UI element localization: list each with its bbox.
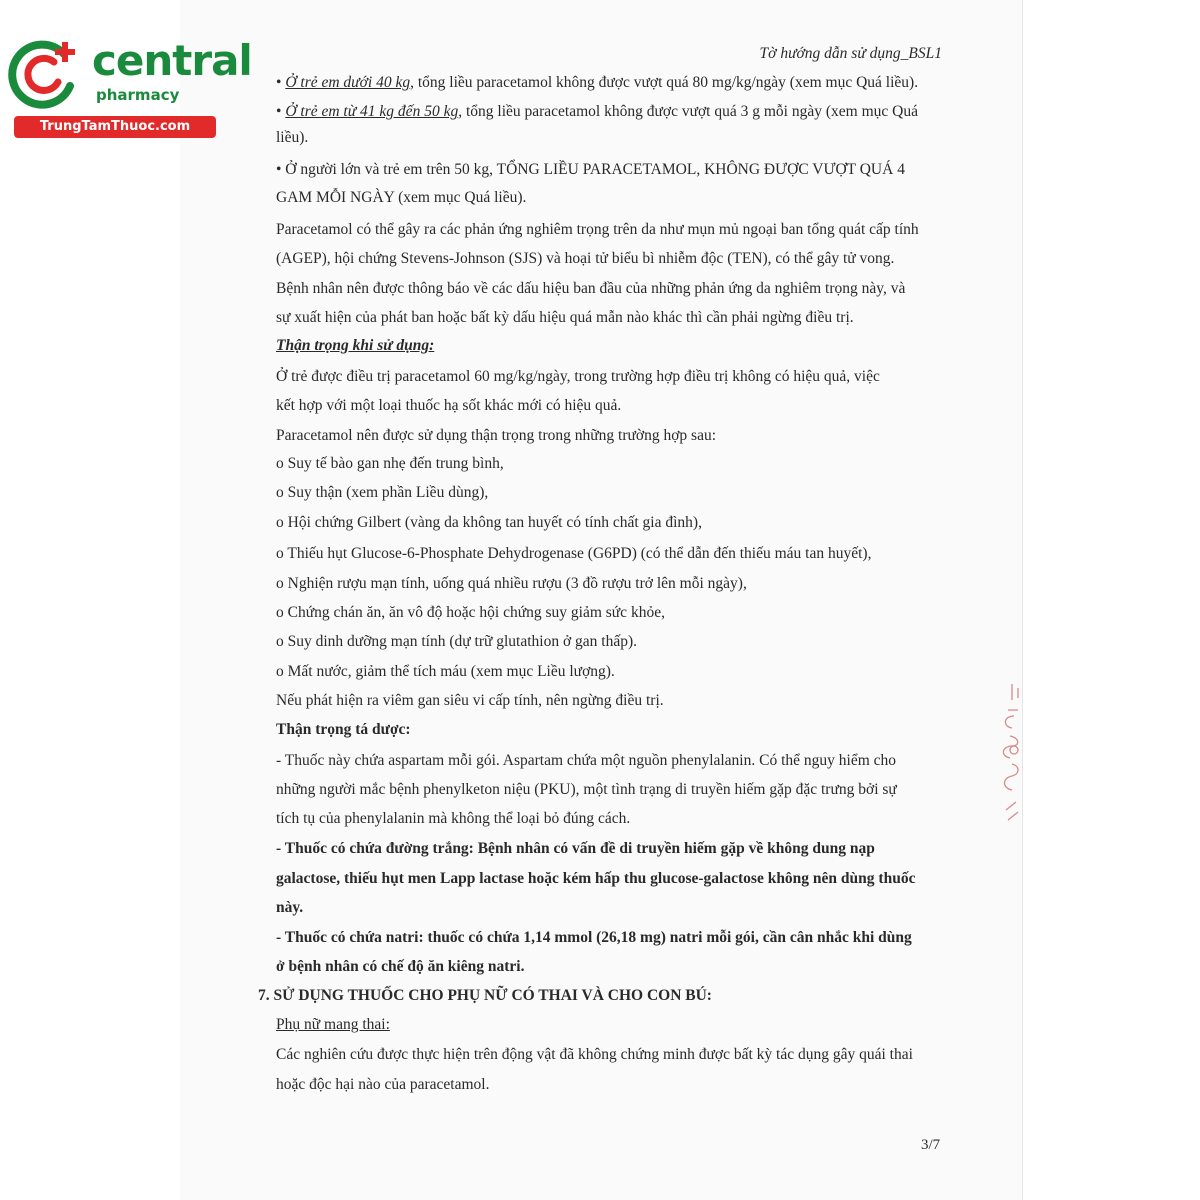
text-run: Ở trẻ được điều trị paracetamol 60 mg/kg/ngày, trong trường hợp điều trị không có hiệu quả, việc xyxy=(276,368,880,385)
text-run: Thận trọng tá dược: xyxy=(276,721,411,738)
text-line xyxy=(276,281,905,297)
text-run: liều). xyxy=(276,129,309,146)
text-line xyxy=(276,1017,390,1033)
text-run: • xyxy=(276,74,286,91)
text-line xyxy=(276,456,504,472)
text-run: những người mắc bệnh phenylketon niệu (PKU), một tình trạng di truyền hiếm gặp đặc trưng bởi sự xyxy=(276,781,897,798)
text-run: (AGEP), hội chứng Stevens-Johnson (SJS) và hoại tử biểu bì nhiễm độc (TEN), có thể gây tử vong. xyxy=(276,250,895,267)
text-run: • xyxy=(276,103,286,120)
text-run: sự xuất hiện của phát ban hoặc bất kỳ dấu hiệu quá mẫn nào khác thì cần phải ngừng điều trị. xyxy=(276,309,854,326)
text-run: o Suy dinh dưỡng mạn tính (dự trữ glutathion ở gan thấp). xyxy=(276,633,638,650)
text-line xyxy=(276,398,621,414)
text-run: Các nghiên cứu được thực hiện trên động vật đã không chứng minh được bất kỳ tác dụng gây quái thai xyxy=(276,1046,913,1063)
text-line xyxy=(276,222,919,238)
text-line xyxy=(276,546,871,562)
text-run: o Nghiện rượu mạn tính, uống quá nhiều rượu (3 đồ rượu trở lên mỗi ngày), xyxy=(276,575,747,592)
text-line xyxy=(276,515,702,531)
text-line xyxy=(276,900,303,916)
text-run: Ở trẻ em từ 41 kg đến 50 kg xyxy=(285,103,459,120)
text-line xyxy=(276,753,896,769)
text-run: - Thuốc có chứa đường trắng: Bệnh nhân có vấn đề di truyền hiếm gặp về không dung nạp xyxy=(276,840,875,857)
text-line xyxy=(276,930,912,946)
page-number: 3/7 xyxy=(921,1137,941,1153)
text-run: Nếu phát hiện ra viêm gan siêu vi cấp tính, nên ngừng điều trị. xyxy=(276,692,664,709)
text-line xyxy=(276,871,915,887)
text-run: hoặc độc hại nào của paracetamol. xyxy=(276,1076,490,1093)
text-run: o Suy tế bào gan nhẹ đến trung bình, xyxy=(276,455,504,472)
text-line xyxy=(276,811,630,827)
text-line xyxy=(276,841,875,857)
text-line xyxy=(276,190,526,206)
text-line xyxy=(276,693,664,709)
text-line xyxy=(276,782,897,798)
text-run: • Ở người lớn và trẻ em trên 50 kg, TỔNG LIỀU PARACETAMOL, KHÔNG ĐƯỢC VƯỢT QUÁ 4 xyxy=(276,161,905,178)
section-heading xyxy=(258,988,712,1004)
text-run: - Thuốc này chứa aspartam mỗi gói. Aspartam chứa một nguồn phenylalanin. Có thể nguy hiểm cho xyxy=(276,752,897,769)
text-line xyxy=(276,634,637,650)
text-run: ở bệnh nhân có chế độ ăn kiêng natri. xyxy=(276,958,525,975)
logo-name: central xyxy=(92,36,252,85)
text-line xyxy=(276,75,918,91)
text-run: galactose, thiếu hụt men Lapp lactase hoặc kém hấp thu glucose-galactose không nên dùng thuốc xyxy=(276,870,916,887)
text-run: o Mất nước, giảm thể tích máu (xem mục Liều lượng). xyxy=(276,663,615,680)
text-run: 7. SỬ DỤNG THUỐC CHO PHỤ NỮ CÓ THAI VÀ CHO CON BÚ: xyxy=(258,987,712,1004)
text-line xyxy=(276,104,918,120)
logo-url-banner: TrungTamThuoc.com xyxy=(14,116,216,138)
text-line xyxy=(276,338,434,354)
text-run: - Thuốc có chứa natri: thuốc có chứa 1,14 mmol (26,18 mg) natri mỗi gói, cần cân nhắc khi dùng xyxy=(276,929,912,946)
text-run: o Hội chứng Gilbert (vàng da không tan huyết có tính chất gia đình), xyxy=(276,514,702,531)
text-run: , tổng liều paracetamol không được vượt quá 80 mg/kg/ngày (xem mục Quá liều). xyxy=(410,74,919,91)
text-line xyxy=(276,576,747,592)
text-run: o Suy thận (xem phần Liều dùng), xyxy=(276,484,489,501)
text-line xyxy=(276,722,411,738)
text-line xyxy=(276,162,905,178)
text-line xyxy=(276,605,665,621)
text-run: Ở trẻ em dưới 40 kg xyxy=(285,74,411,91)
text-run: Paracetamol nên được sử dụng thận trọng trong những trường hợp sau: xyxy=(276,427,717,444)
logo-subtitle: pharmacy xyxy=(96,86,180,104)
text-line xyxy=(276,1047,913,1063)
text-line xyxy=(276,251,894,267)
text-run: này. xyxy=(276,899,304,916)
text-line xyxy=(276,428,716,444)
text-line xyxy=(276,664,615,680)
handwritten-mark-icon xyxy=(988,670,1038,830)
central-pharmacy-logo xyxy=(8,36,252,136)
text-run: Paracetamol có thể gây ra các phản ứng nghiêm trọng trên da như mụn mủ ngoại ban tổng quát cấp tính xyxy=(276,221,919,238)
text-line xyxy=(276,1077,489,1093)
text-run: o Chứng chán ăn, ăn vô độ hoặc hội chứng suy giảm sức khỏe, xyxy=(276,604,665,621)
text-run: GAM MỖI NGÀY (xem mục Quá liều). xyxy=(276,189,527,206)
text-line xyxy=(276,959,524,975)
document-header: Tờ hướng dẫn sử dụng_BSL1 xyxy=(759,45,942,62)
text-line xyxy=(276,485,488,501)
text-run: , tổng liều paracetamol không được vượt quá 3 g mỗi ngày (xem mục Quá xyxy=(458,103,918,120)
text-run: Thận trọng khi sử dụng: xyxy=(276,337,435,354)
text-run: Phụ nữ mang thai: xyxy=(276,1016,390,1033)
text-line xyxy=(276,369,880,385)
text-line xyxy=(276,130,308,146)
text-run: o Thiếu hụt Glucose-6-Phosphate Dehydrogenase (G6PD) (có thể dẫn đến thiếu máu tan huyết), xyxy=(276,545,872,562)
text-run: kết hợp với một loại thuốc hạ sốt khác mới có hiệu quả. xyxy=(276,397,622,414)
text-line xyxy=(276,310,854,326)
text-run: Bệnh nhân nên được thông báo về các dấu hiệu ban đầu của những phản ứng da nghiêm trọng này, và xyxy=(276,280,906,297)
text-run: tích tụ của phenylalanin mà không thể loại bỏ đúng cách. xyxy=(276,810,631,827)
pharmacy-cross-logo-icon xyxy=(8,36,84,112)
